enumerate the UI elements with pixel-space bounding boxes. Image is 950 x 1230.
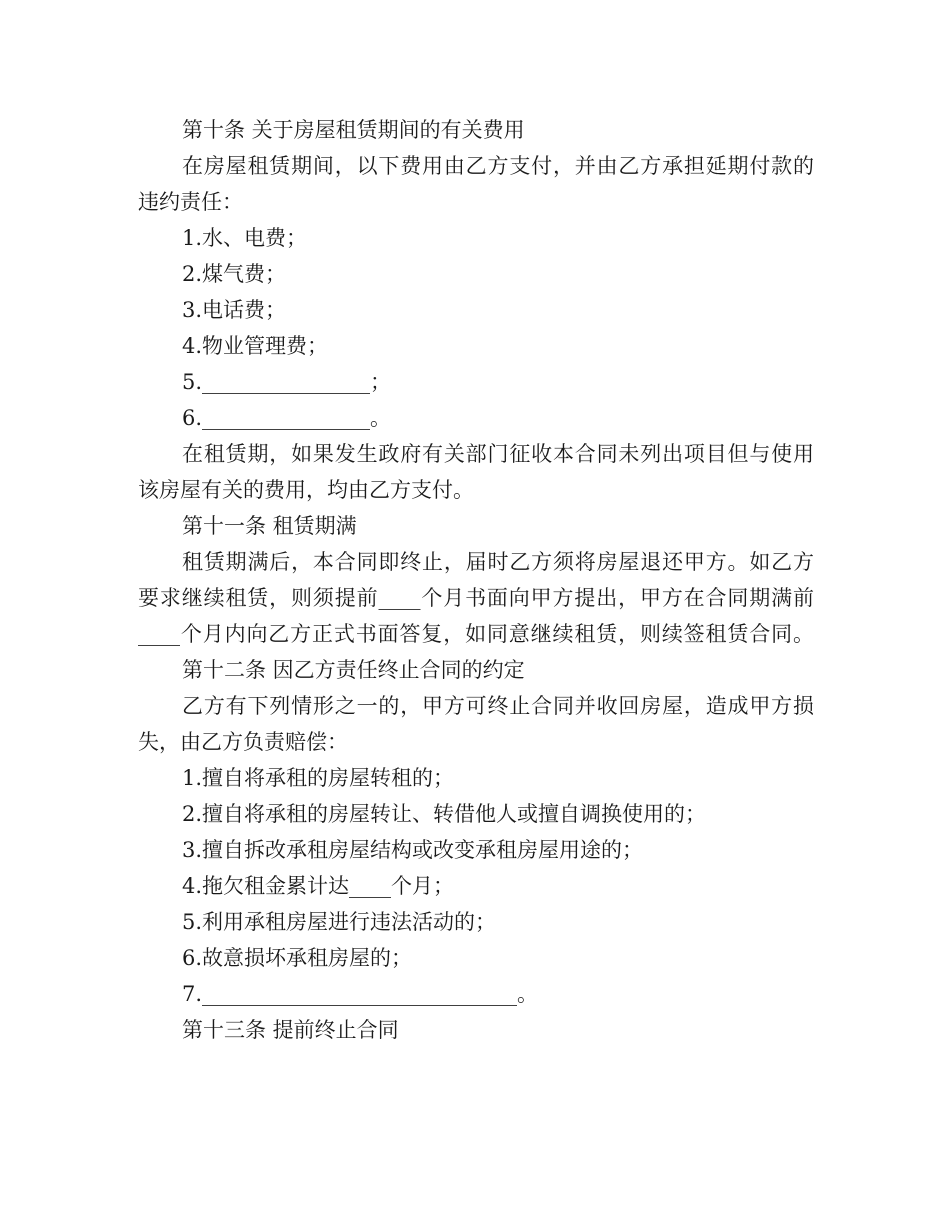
list-item: 1.水、电费； bbox=[182, 226, 308, 250]
paragraph-line: 违约责任： bbox=[138, 190, 243, 214]
paragraph-line: 失，由乙方负责赔偿： bbox=[138, 730, 348, 754]
article-12-heading: 第十二条 因乙方责任终止合同的约定 bbox=[182, 658, 525, 682]
list-item: 1.擅自将承租的房屋转租的； bbox=[182, 766, 455, 790]
paragraph-line: 在房屋租赁期间，以下费用由乙方支付，并由乙方承担延期付款的 bbox=[182, 154, 814, 178]
article-13-heading: 第十三条 提前终止合同 bbox=[182, 1018, 399, 1042]
list-item: 7.______________________________。 bbox=[182, 982, 539, 1006]
list-item: 5.________________； bbox=[182, 370, 392, 394]
list-item: 4.物业管理费； bbox=[182, 334, 329, 358]
list-item: 3.擅自拆改承租房屋结构或改变承租房屋用途的； bbox=[182, 838, 644, 862]
article-11-heading: 第十一条 租赁期满 bbox=[182, 514, 357, 538]
list-item: 2.煤气费； bbox=[182, 262, 287, 286]
paragraph-line: 该房屋有关的费用，均由乙方支付。 bbox=[138, 478, 474, 502]
article-10-heading: 第十条 关于房屋租赁期间的有关费用 bbox=[182, 118, 525, 142]
list-item: 5.利用承租房屋进行违法活动的； bbox=[182, 910, 497, 934]
paragraph-line: ____个月内向乙方正式书面答复，如同意继续租赁，则续签租赁合同。 bbox=[138, 622, 814, 646]
list-item: 6.________________。 bbox=[182, 406, 392, 430]
paragraph-line: 乙方有下列情形之一的，甲方可终止合同并收回房屋，造成甲方损 bbox=[182, 694, 814, 718]
list-item: 2.擅自将承租的房屋转让、转借他人或擅自调换使用的； bbox=[182, 802, 707, 826]
list-item: 4.拖欠租金累计达____个月； bbox=[182, 874, 455, 898]
list-item: 6.故意损坏承租房屋的； bbox=[182, 946, 413, 970]
paragraph-line: 在租赁期，如果发生政府有关部门征收本合同未列出项目但与使用 bbox=[182, 442, 814, 466]
paragraph-line: 租赁期满后，本合同即终止，届时乙方须将房屋退还甲方。如乙方 bbox=[182, 550, 814, 574]
list-item: 3.电话费； bbox=[182, 298, 287, 322]
paragraph-line: 要求继续租赁，则须提前____个月书面向甲方提出，甲方在合同期满前 bbox=[138, 586, 814, 610]
